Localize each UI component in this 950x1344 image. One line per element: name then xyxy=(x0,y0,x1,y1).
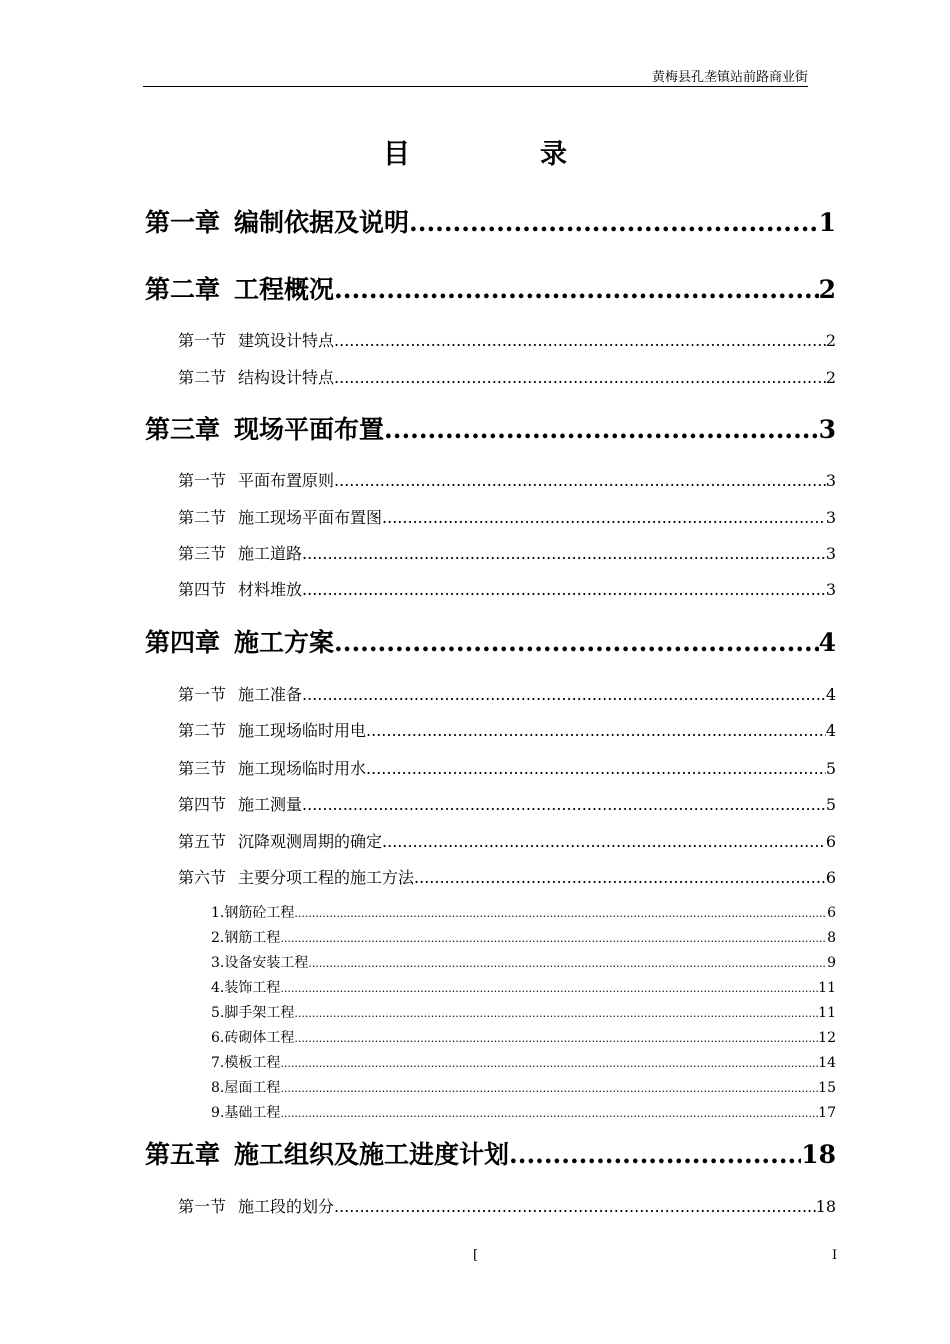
toc-entry-number: 第四节 xyxy=(178,795,227,814)
toc-entry-number: 第一节 xyxy=(178,685,227,704)
toc-entry-page: 14 xyxy=(818,1055,836,1071)
toc-entry-title: 基础工程 xyxy=(224,1105,281,1121)
toc-entry-page: 5 xyxy=(825,795,836,814)
toc-entry[interactable] xyxy=(178,756,836,779)
toc-entry-number: 第二章 xyxy=(145,275,221,304)
header-text: 黄梅县孔垄镇站前路商业街 xyxy=(651,70,808,85)
dot-leader xyxy=(382,508,826,527)
toc-entry[interactable] xyxy=(145,270,836,306)
toc-entry[interactable] xyxy=(178,328,836,351)
dot-leader xyxy=(366,759,826,778)
toc-entry-page: 6 xyxy=(827,905,836,921)
toc-entry-title: 主要分项工程的施工方法 xyxy=(238,868,415,887)
toc-entry-page: 5 xyxy=(825,759,836,778)
toc-entry[interactable] xyxy=(211,1102,836,1122)
toc-entry-page: 8 xyxy=(827,930,836,946)
toc-entry[interactable] xyxy=(145,203,836,239)
toc-entry-page: 3 xyxy=(825,471,836,490)
toc-entry-page: 18 xyxy=(801,1140,836,1169)
dot-leader xyxy=(280,932,827,945)
dot-leader xyxy=(334,331,826,350)
toc-entry-title: 脚手架工程 xyxy=(224,1005,295,1021)
toc-entry-title: 材料堆放 xyxy=(238,580,303,599)
dot-leader xyxy=(334,1197,816,1216)
toc-entry[interactable] xyxy=(178,365,836,388)
dot-leader xyxy=(280,982,818,995)
toc-entry-number: 2. xyxy=(211,930,225,946)
dot-leader xyxy=(294,1007,818,1020)
dot-leader xyxy=(382,832,826,851)
dot-leader xyxy=(302,685,826,704)
toc-entry-page: 15 xyxy=(818,1080,836,1096)
toc-entry-number: 6. xyxy=(211,1030,225,1046)
dot-leader xyxy=(334,628,819,657)
toc-entry[interactable] xyxy=(211,1027,836,1047)
toc-entry-title: 现场平面布置 xyxy=(234,415,385,444)
toc-entry-page: 6 xyxy=(825,868,836,887)
toc-entry-title: 结构设计特点 xyxy=(238,368,335,387)
toc-entry-title: 屋面工程 xyxy=(224,1080,281,1096)
toc-entry-title: 施工段的划分 xyxy=(238,1197,335,1216)
toc-entry[interactable] xyxy=(145,410,836,446)
toc-entry-page: 4 xyxy=(825,685,836,704)
page-header xyxy=(143,63,808,87)
toc-entry[interactable] xyxy=(178,792,836,815)
toc-entry-title: 施工准备 xyxy=(238,685,303,704)
toc-entry[interactable] xyxy=(178,505,836,528)
toc-entry[interactable] xyxy=(211,1002,836,1022)
toc-entry[interactable] xyxy=(211,902,836,922)
toc-entry-number: 第四章 xyxy=(145,628,221,657)
dot-leader xyxy=(294,1032,818,1045)
toc-entry-number: 7. xyxy=(211,1055,225,1071)
toc-entry-page: 2 xyxy=(825,331,836,350)
toc-entry-number: 第三节 xyxy=(178,759,227,778)
toc-title-char-1: 目 xyxy=(383,139,410,170)
toc-entry-title: 施工现场临时用水 xyxy=(238,759,367,778)
toc-entry-title: 钢筋工程 xyxy=(224,930,281,946)
toc-entry-number: 8. xyxy=(211,1080,225,1096)
toc-entry-page: 6 xyxy=(825,832,836,851)
toc-entry[interactable] xyxy=(211,1077,836,1097)
toc-entry-title: 沉降观测周期的确定 xyxy=(238,832,383,851)
toc-entry-page: 1 xyxy=(818,208,836,237)
toc-entry[interactable] xyxy=(178,682,836,705)
toc-entry-number: 第一章 xyxy=(145,208,221,237)
dot-leader xyxy=(308,957,827,970)
toc-entry-title: 模板工程 xyxy=(224,1055,281,1071)
toc-entry-title: 施工组织及施工进度计划 xyxy=(234,1140,510,1169)
toc-entry-number: 3. xyxy=(211,955,225,971)
toc-entry-page: 11 xyxy=(818,1005,836,1021)
toc-entry-title: 钢筋砼工程 xyxy=(224,905,295,921)
dot-leader xyxy=(384,415,819,444)
toc-entry-page: 3 xyxy=(825,508,836,527)
toc-entry[interactable] xyxy=(178,541,836,564)
dot-leader xyxy=(409,208,819,237)
toc-entry-page: 4 xyxy=(825,721,836,740)
dot-leader xyxy=(302,795,826,814)
toc-entry[interactable] xyxy=(178,718,836,741)
toc-entry-page: 11 xyxy=(818,980,836,996)
toc-entry-page: 17 xyxy=(818,1105,836,1121)
toc-entry[interactable] xyxy=(178,577,836,600)
toc-entry-title: 工程概况 xyxy=(234,275,335,304)
toc-entry-number: 第一节 xyxy=(178,331,227,350)
toc-entry-title: 设备安装工程 xyxy=(224,955,309,971)
dot-leader xyxy=(294,907,827,920)
toc-entry[interactable] xyxy=(145,1135,836,1171)
toc-entry-number: 第五节 xyxy=(178,832,227,851)
toc-entry[interactable] xyxy=(211,952,836,972)
dot-leader xyxy=(334,275,819,304)
toc-entry-page: 3 xyxy=(818,415,836,444)
toc-entry-page: 3 xyxy=(825,544,836,563)
dot-leader xyxy=(302,544,826,563)
toc-entry-title: 建筑设计特点 xyxy=(238,331,335,350)
toc-entry[interactable] xyxy=(178,468,836,491)
toc-entry-page: 12 xyxy=(818,1030,836,1046)
toc-entry-number: 9. xyxy=(211,1105,225,1121)
toc-entry[interactable] xyxy=(178,1194,836,1217)
toc-entry-title: 编制依据及说明 xyxy=(234,208,410,237)
toc-entry[interactable] xyxy=(211,977,836,997)
page-number: I xyxy=(832,1248,838,1263)
toc-entry-title: 砖砌体工程 xyxy=(224,1030,295,1046)
toc-entry-number: 第五章 xyxy=(145,1140,221,1169)
toc-entry[interactable] xyxy=(178,829,836,852)
dot-leader xyxy=(280,1107,818,1120)
toc-entry-page: 2 xyxy=(818,275,836,304)
dot-leader xyxy=(509,1140,801,1169)
toc-title xyxy=(0,132,950,171)
toc-entry[interactable] xyxy=(145,623,836,659)
toc-entry-number: 第一节 xyxy=(178,471,227,490)
toc-entry[interactable] xyxy=(211,1052,836,1072)
toc-entry-page: 3 xyxy=(825,580,836,599)
toc-entry-number: 第四节 xyxy=(178,580,227,599)
toc-title-char-2: 录 xyxy=(540,139,567,170)
toc-entry-number: 第三节 xyxy=(178,544,227,563)
toc-entry-title: 施工现场临时用电 xyxy=(238,721,367,740)
dot-leader xyxy=(334,471,826,490)
toc-entry-number: 第一节 xyxy=(178,1197,227,1216)
toc-entry-number: 5. xyxy=(211,1005,225,1021)
toc-entry-page: 4 xyxy=(818,628,836,657)
toc-entry-page: 18 xyxy=(815,1197,836,1216)
toc-entry-number: 第六节 xyxy=(178,868,227,887)
toc-entry-title: 装饰工程 xyxy=(224,980,281,996)
dot-leader xyxy=(280,1082,818,1095)
toc-entry-title: 施工道路 xyxy=(238,544,303,563)
dot-leader xyxy=(366,721,826,740)
toc-entry-number: 1. xyxy=(211,905,225,921)
toc-entry[interactable] xyxy=(178,865,836,888)
footer-mark: [ xyxy=(473,1248,479,1263)
toc-entry-number: 第二节 xyxy=(178,508,227,527)
toc-entry-title: 施工方案 xyxy=(234,628,335,657)
toc-entry-number: 第三章 xyxy=(145,415,221,444)
toc-entry-title: 平面布置原则 xyxy=(238,471,335,490)
toc-entry[interactable] xyxy=(211,927,836,947)
toc-entry-page: 2 xyxy=(825,368,836,387)
dot-leader xyxy=(302,580,826,599)
toc-entry-page: 9 xyxy=(827,955,836,971)
dot-leader xyxy=(414,868,826,887)
toc-entry-title: 施工现场平面布置图 xyxy=(238,508,383,527)
dot-leader xyxy=(280,1057,818,1070)
toc-entry-number: 第二节 xyxy=(178,721,227,740)
toc-entry-title: 施工测量 xyxy=(238,795,303,814)
toc-entry-number: 4. xyxy=(211,980,225,996)
dot-leader xyxy=(334,368,826,387)
toc-entry-number: 第二节 xyxy=(178,368,227,387)
